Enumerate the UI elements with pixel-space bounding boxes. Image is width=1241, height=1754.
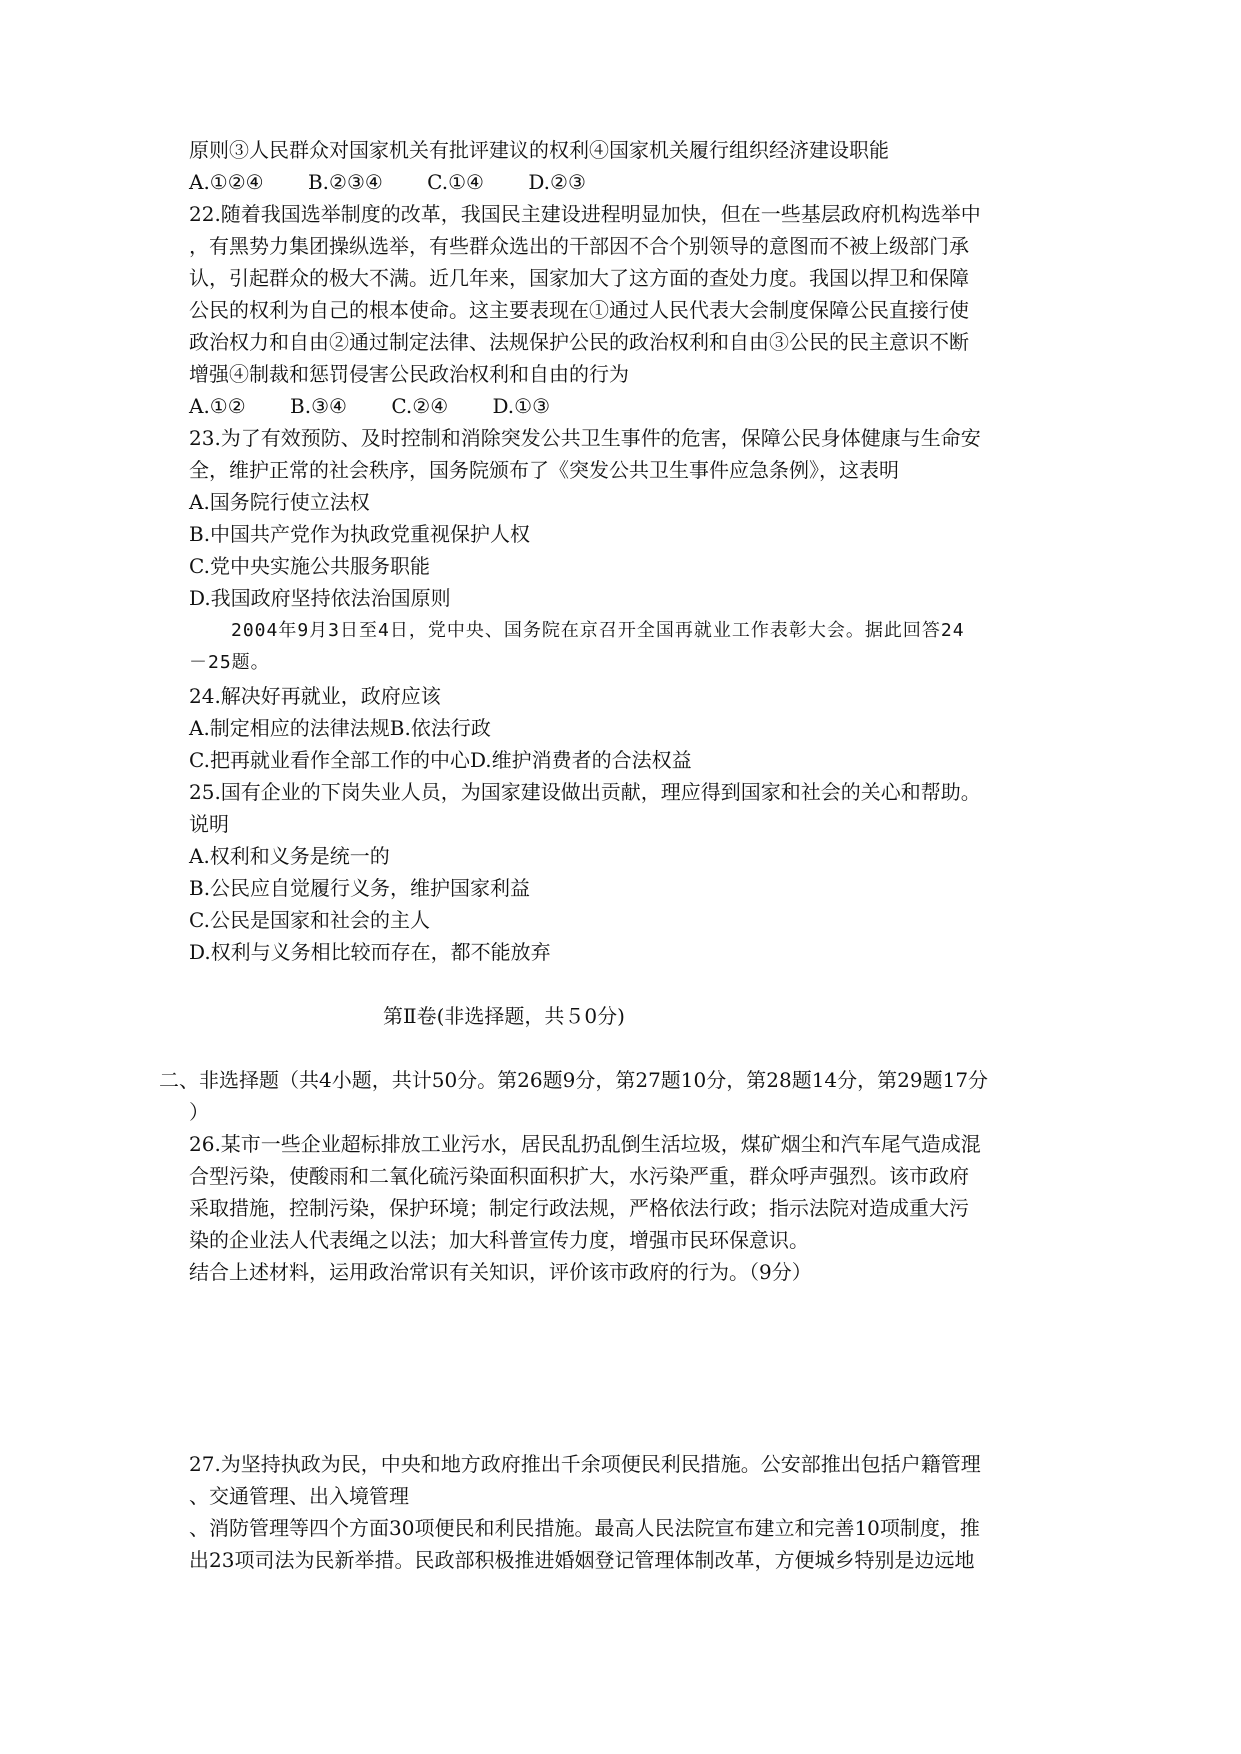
section2-intro-line: 二、非选择题（共4小题，共计50分。第26题9分，第27题10分，第28题14分，第29题17分: [159, 1068, 989, 1092]
q22-options: [189, 396, 588, 416]
q25-option-d: D.权利与义务相比较而存在，都不能放弃: [189, 940, 551, 964]
intro-24-25-line: 2004年9月3日至4日，党中央、国务院在京召开全国再就业工作表彰大会。据此回答24: [231, 620, 965, 641]
q21-options: [189, 172, 624, 192]
q27-line: 、交通管理、出入境管理: [189, 1484, 409, 1508]
q22-option-b: B.③④: [290, 394, 347, 418]
q24-options-line: A.制定相应的法律法规B.依法行政: [189, 716, 491, 740]
q25-line: 25.国有企业的下岗失业人员，为国家建设做出贡献，理应得到国家和社会的关心和帮助。: [189, 780, 981, 804]
q25-line: 说明: [189, 812, 229, 836]
q21-option-c: C.①④: [427, 170, 484, 194]
q22-option-c: C.②④: [391, 394, 449, 418]
q24-options-line: C.把再就业看作全部工作的中心D.维护消费者的合法权益: [189, 748, 692, 772]
q21-tail: 原则③人民群众对国家机关有批评建议的权利④国家机关履行组织经济建设职能: [189, 138, 889, 162]
q23-option-c: C.党中央实施公共服务职能: [189, 554, 430, 578]
q23-option-a: A.国务院行使立法权: [189, 490, 370, 514]
q24-stem: 24.解决好再就业，政府应该: [189, 684, 441, 708]
q22-line: 22.随着我国选举制度的改革，我国民主建设进程明显加快，但在一些基层政府机构选举中: [189, 202, 981, 226]
q27-line: 27.为坚持执政为民，中央和地方政府推出千余项便民利民措施。公安部推出包括户籍管理: [189, 1452, 981, 1476]
q21-option-a: A.①②④: [189, 170, 264, 194]
q26-line: 合型污染，使酸雨和二氧化硫污染面积面积扩大，水污染严重，群众呼声强烈。该市政府: [189, 1164, 969, 1188]
q26-line: 采取措施，控制污染，保护环境；制定行政法规，严格依法行政；指示法院对造成重大污: [189, 1196, 969, 1220]
q23-option-d: D.我国政府坚持依法治国原则: [189, 586, 451, 610]
q25-option-b: B.公民应自觉履行义务，维护国家利益: [189, 876, 531, 900]
q23-line: 全，维护正常的社会秩序，国务院颁布了《突发公共卫生事件应急条例》，这表明: [189, 458, 899, 482]
q27-line: 、消防管理等四个方面30项便民和利民措施。最高人民法院宣布建立和完善10项制度，推: [189, 1516, 980, 1540]
q21-option-d: D.②③: [528, 170, 586, 194]
q21-option-b: B.②③④: [307, 170, 383, 194]
q22-line: ，有黑势力集团操纵选举，有些群众选出的干部因不合个别领导的意图而不被上级部门承: [189, 234, 969, 258]
q22-line: 认，引起群众的极大不满。近几年来，国家加大了这方面的查处力度。我国以捍卫和保障: [189, 266, 969, 290]
q22-line: 增强④制裁和惩罚侵害公民政治权利和自由的行为: [189, 362, 629, 386]
q27-line: 出23项司法为民新举措。民政部积极推进婚姻登记管理体制改革，方便城乡特别是边远地: [189, 1548, 975, 1572]
q22-option-a: A.①②: [189, 394, 246, 418]
q26-line: 结合上述材料，运用政治常识有关知识，评价该市政府的行为。（9分）: [189, 1260, 812, 1284]
q25-option-a: A.权利和义务是统一的: [189, 844, 390, 868]
q25-option-c: C.公民是国家和社会的主人: [189, 908, 430, 932]
q22-line: 公民的权利为自己的根本使命。这主要表现在①通过人民代表大会制度保障公民直接行使: [189, 298, 969, 322]
q23-option-b: B.中国共产党作为执政党重视保护人权: [189, 522, 531, 546]
section2-title: 第Ⅱ卷(非选择题，共５0分): [383, 1004, 625, 1028]
q22-line: 政治权力和自由②通过制定法律、法规保护公民的政治权利和自由③公民的民主意识不断: [189, 330, 969, 354]
section2-intro-line: ）: [189, 1100, 209, 1124]
q22-option-d: D.①③: [492, 394, 551, 418]
intro-24-25-line: －25题。: [189, 652, 270, 673]
q26-line: 染的企业法人代表绳之以法；加大科普宣传力度，增强市民环保意识。: [189, 1228, 809, 1252]
q26-line: 26.某市一些企业超标排放工业污水，居民乱扔乱倒生活垃圾，煤矿烟尘和汽车尾气造成混: [189, 1132, 981, 1156]
q23-line: 23.为了有效预防、及时控制和消除突发公共卫生事件的危害，保障公民身体健康与生命安: [189, 426, 981, 450]
